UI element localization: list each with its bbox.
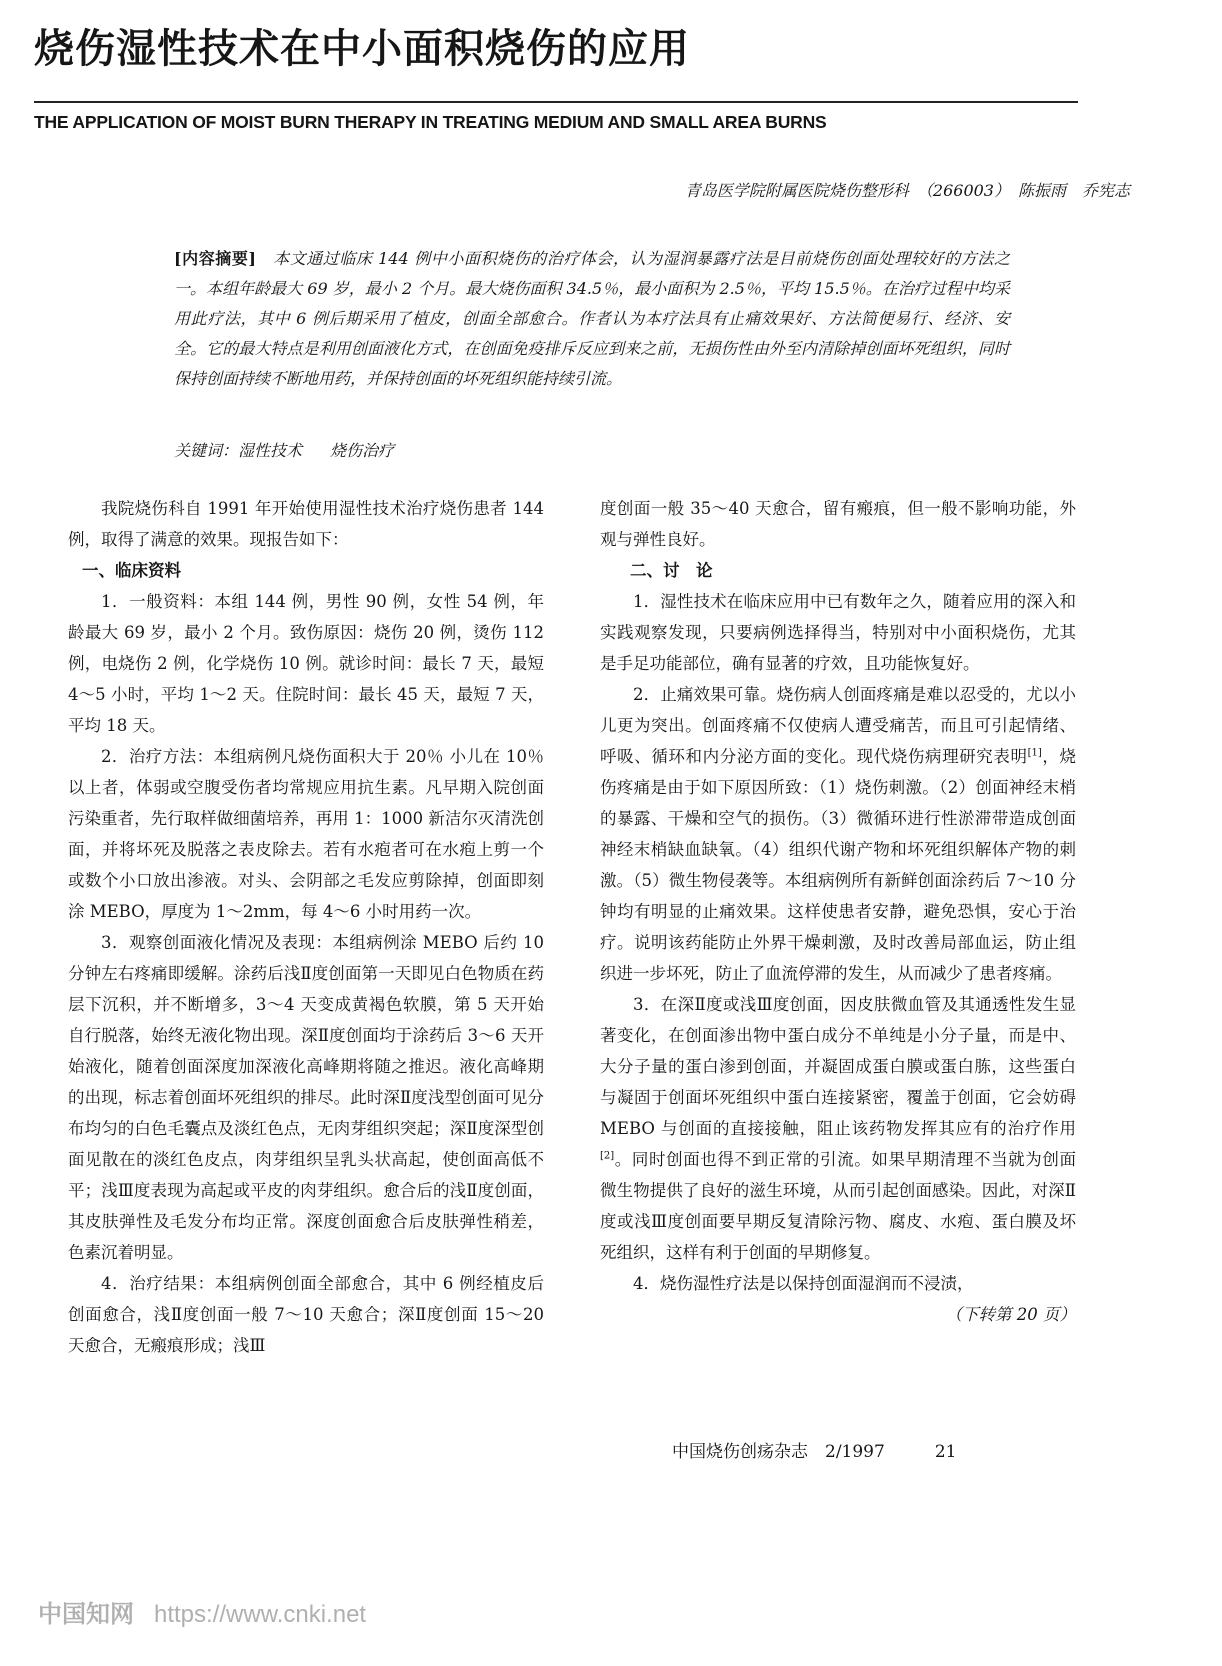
citation-ref: [1] [1027, 747, 1042, 759]
discussion-text: 。同时创面也得不到正常的引流。如果早期清理不当就为创面微生物提供了良好的滋生环境，从而引起创面感染。因此，对深Ⅱ度或浅Ⅲ度创面要早期反复清除污物、腐皮、水疱、蛋白膜及坏死组织，这样有利于创面的早期修复。 [600, 1150, 1076, 1262]
discussion-paragraph-4: 4．烧伤湿性疗法是以保持创面湿润而不浸渍， [633, 1274, 974, 1293]
paragraph-treatment-method: 2．治疗方法：本组病例凡烧伤面积大于 20％ 小儿在 10％以上者，体弱或空腹受伤者均常规应用抗生素。凡早期入院创面污染重者，先行取样做细菌培养，再用 1：1000 新洁尔灭清洗创面，并将坏死及脱落之表皮除去。若有水疱者可在水疱上剪一个或数个小口放出渗液。对头、会阴部之毛发应剪除掉，创面即刻涂 MEBO，厚度为 1～2mm，每 4～6 小时用药一次。 [68, 747, 544, 921]
author-affiliation: 青岛医学院附属医院烧伤整形科 （266003） 陈振雨 乔宪志 [684, 181, 1130, 200]
body-column-left [68, 493, 544, 1361]
abstract [174, 244, 1010, 394]
citation-ref: [2] [600, 1150, 615, 1162]
page-number: 21 [934, 1442, 957, 1462]
watermark-brand: 中国知网 [38, 1601, 134, 1628]
page-footer [672, 1437, 1072, 1462]
article-title: 烧伤湿性技术在中小面积烧伤的应用 [34, 26, 690, 72]
discussion-paragraph-2 [600, 679, 1076, 989]
keywords-label: 关键词： [174, 441, 239, 460]
discussion-paragraph-3 [600, 989, 1076, 1268]
continued-note: （下转第 20 页） [945, 1305, 1076, 1324]
keywords [174, 438, 974, 461]
section-heading-discussion: 二、讨 论 [630, 561, 713, 580]
intro-paragraph: 我院烧伤科自 1991 年开始使用湿性技术治疗烧伤患者 144 例，取得了满意的效果。现报告如下： [68, 499, 544, 549]
paragraph-liquefaction-observation: 3．观察创面液化情况及表现：本组病例涂 MEBO 后约 10 分钟左右疼痛即缓解。涂药后浅Ⅱ度创面第一天即见白色物质在药层下沉积，并不断增多，3～4 天变成黄褐色软膜，第 5 天开始自行脱落，始终无液化物出现。深Ⅱ度创面均于涂药后 3～6 天开始液化，随着创面深度加深液化高峰期将随之推迟。液化高峰期的出现，标志着创面坏死组织的排尽。此时深Ⅱ度浅型创面可见分布均匀的白色毛囊点及淡红色点，无肉芽组织突起；深Ⅱ度深型创面见散在的淡红色皮点，肉芽组织呈乳头状高起，使创面高低不平；浅Ⅲ度表现为高起或平皮的肉芽组织。愈合后的浅Ⅱ度创面，其皮肤弹性及毛发分布均正常。深度创面愈合后皮肤弹性稍差，色素沉着明显。 [68, 933, 544, 1262]
discussion-text: 2．止痛效果可靠。烧伤病人创面疼痛是难以忍受的，尤以小儿更为突出。创面疼痛不仅使病人遭受痛苦，而且可引起情绪、呼吸、循环和内分泌方面的变化。现代烧伤病理研究表明 [600, 685, 1076, 766]
discussion-paragraph-1: 1．湿性技术在临床应用中已有数年之久，随着应用的深入和实践观察发现，只要病例选择得当，特别对中小面积烧伤，尤其是手足功能部位，确有显著的疗效，且功能恢复好。 [600, 592, 1076, 673]
watermark-url: https://www.cnki.net [154, 1601, 367, 1628]
journal-name: 中国烧伤创疡杂志 2/1997 [672, 1442, 885, 1462]
continued-paragraph: 度创面一般 35～40 天愈合，留有瘢痕，但一般不影响功能，外观与弹性良好。 [600, 499, 1076, 549]
discussion-text: ，烧伤疼痛是由于如下原因所致：（1）烧伤刺激。（2）创面神经末梢的暴露、干燥和空气的损伤。（3）微循环进行性淤滞带造成创面神经末梢缺血缺氧。（4）组织代谢产物和坏死组织解体产物的刺激。（5）微生物侵袭等。本组病例所有新鲜创面涂药后 7～10 分钟均有明显的止痛效果。这样使患者安静，避免恐惧，安心于治疗。说明该药能防止外界干燥刺激，及时改善局部血运，防止组织进一步坏死，防止了血流停滞的发生，从而减少了患者疼痛。 [600, 747, 1077, 983]
abstract-text: 本文通过临床 144 例中小面积烧伤的治疗体会，认为湿润暴露疗法是目前烧伤创面处理较好的方法之一。本组年龄最大 69 岁，最小 2 个月。最大烧伤面积 34.5％，最小面积为 2.5％，平均 15.5％。在治疗过程中均采用此疗法，其中 6 例后期采用了植皮，创面全部愈合。作者认为本疗法具有止痛效果好、方法简便易行、经济、安全。它的最大特点是利用创面液化方式，在创面免疫排斥反应到来之前，无损伤性由外至内清除掉创面坏死组织，同时保持创面持续不断地用药，并保持创面的坏死组织能持续引流。 [174, 249, 1010, 388]
paragraph-general-data: 1．一般资料：本组 144 例，男性 90 例，女性 54 例，年龄最大 69 岁，最小 2 个月。致伤原因：烧伤 20 例，烫伤 112 例，电烧伤 2 例，化学烧伤 10 例。就诊时间：最长 7 天，最短 4～5 小时，平均 1～2 天。住院时间：最长 45 天，最短 7 天，平均 18 天。 [68, 592, 544, 735]
body-column-right [600, 493, 1076, 1330]
section-heading-clinical-data: 一、临床资料 [82, 561, 181, 580]
english-title: THE APPLICATION OF MOIST BURN THERAPY IN TREATING MEDIUM AND SMALL AREA BURNS [34, 112, 827, 132]
cnki-watermark [38, 1594, 366, 1629]
abstract-label: [内容摘要] [174, 249, 256, 268]
keyword: 湿性技术 [238, 441, 303, 460]
title-rule [34, 101, 1078, 103]
discussion-text: 3．在深Ⅱ度或浅Ⅲ度创面，因皮肤微血管及其通透性发生显著变化，在创面渗出物中蛋白成分不单纯是小分子量，而是中、大分子量的蛋白渗到创面，并凝固成蛋白膜或蛋白胨，这些蛋白与凝固于创面坏死组织中蛋白连接紧密，覆盖于创面，它会妨碍 MEBO 与创面的直接接触，阻止该药物发挥其应有的治疗作用 [600, 995, 1076, 1138]
keyword: 烧伤治疗 [330, 441, 395, 460]
paragraph-treatment-results: 4．治疗结果：本组病例创面全部愈合，其中 6 例经植皮后创面愈合，浅Ⅱ度创面一般 7～10 天愈合；深Ⅱ度创面 15～20 天愈合，无瘢痕形成；浅Ⅲ [68, 1274, 544, 1355]
